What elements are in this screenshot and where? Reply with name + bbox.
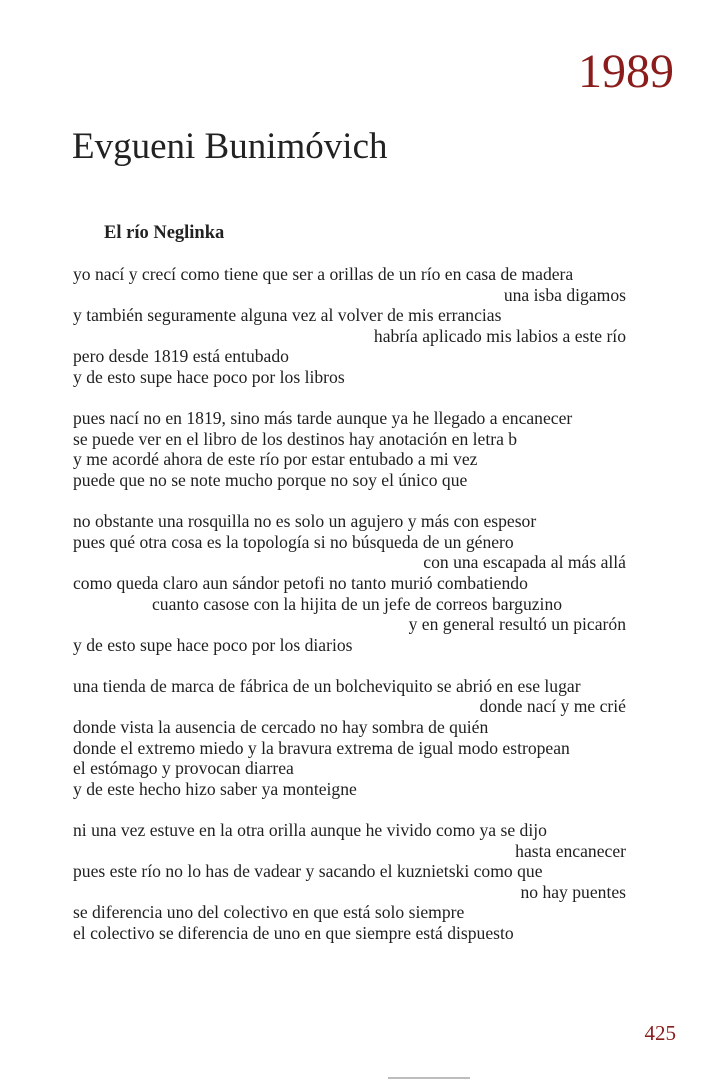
poem-line: no hay puentes	[520, 881, 626, 902]
poem-line: como queda claro aun sándor petofi no tanto murió combatiendo	[73, 572, 528, 593]
poem-line: con una escapada al más allá	[423, 552, 626, 573]
poem-line: pues este río no lo has de vadear y sacando el kuznietski como que	[73, 861, 543, 882]
poem-line: puede que no se note mucho porque no soy el único que	[73, 469, 468, 490]
author-name: Evgueni Bunimóvich	[72, 126, 388, 167]
poem-line: y también seguramente alguna vez al volver de mis errancias	[73, 305, 502, 326]
page-number: 425	[644, 1021, 676, 1045]
stanza	[73, 264, 626, 388]
year-heading: 1989	[578, 45, 674, 98]
poem-line: pues qué otra cosa es la topología si no búsqueda de un género	[73, 531, 514, 552]
poem-line: pero desde 1819 está entubado	[73, 346, 289, 367]
poem-line: yo nací y crecí como tiene que ser a orillas de un río en casa de madera	[73, 264, 574, 284]
poem-line: se diferencia uno del colectivo en que está solo siempre	[73, 902, 465, 923]
bottom-rule	[388, 1077, 470, 1079]
poem-line: donde nací y me crié	[479, 696, 626, 717]
poem-line: habría aplicado mis labios a este río	[373, 325, 626, 346]
poem-line: el colectivo se diferencia de uno en que siempre está dispuesto	[73, 923, 514, 943]
poem-title: El río Neglinka	[104, 223, 225, 243]
poem-line: no obstante una rosquilla no es solo un agujero y más con espesor	[73, 511, 537, 532]
poem-line: una isba digamos	[503, 284, 626, 305]
poem-line: y de esto supe hace poco por los diarios	[73, 634, 353, 655]
poem-line: pues nací no en 1819, sino más tarde aunque ya he llegado a encanecer	[73, 408, 573, 429]
poem-body	[73, 264, 626, 964]
stanza	[73, 408, 626, 490]
poem-line: cuanto casose con la hijita de un jefe de correos barguzino	[152, 593, 563, 614]
poem-line: y me acordé ahora de este río por estar entubado a mi vez	[73, 449, 478, 470]
poem-line: ni una vez estuve en la otra orilla aunque he vivido como ya se dijo	[73, 820, 547, 841]
poem-line: una tienda de marca de fábrica de un bolcheviquito se abrió en ese lugar	[73, 675, 581, 696]
poem-line: y de esto supe hace poco por los libros	[73, 366, 345, 387]
poem-line: se puede ver en el libro de los destinos hay anotación en letra b	[73, 428, 518, 449]
stanza	[73, 676, 626, 800]
poem-line: donde vista la ausencia de cercado no hay sombra de quién	[73, 717, 489, 738]
stanza	[73, 511, 626, 655]
poem-line: y de este hecho hizo saber ya monteigne	[73, 778, 357, 799]
poem-line: y en general resultó un picarón	[408, 614, 626, 635]
stanza	[73, 820, 626, 944]
poem-line: el estómago y provocan diarrea	[73, 758, 294, 779]
poem-line: hasta encanecer	[515, 840, 626, 861]
poem-line: donde el extremo miedo y la bravura extrema de igual modo estropean	[73, 737, 570, 758]
